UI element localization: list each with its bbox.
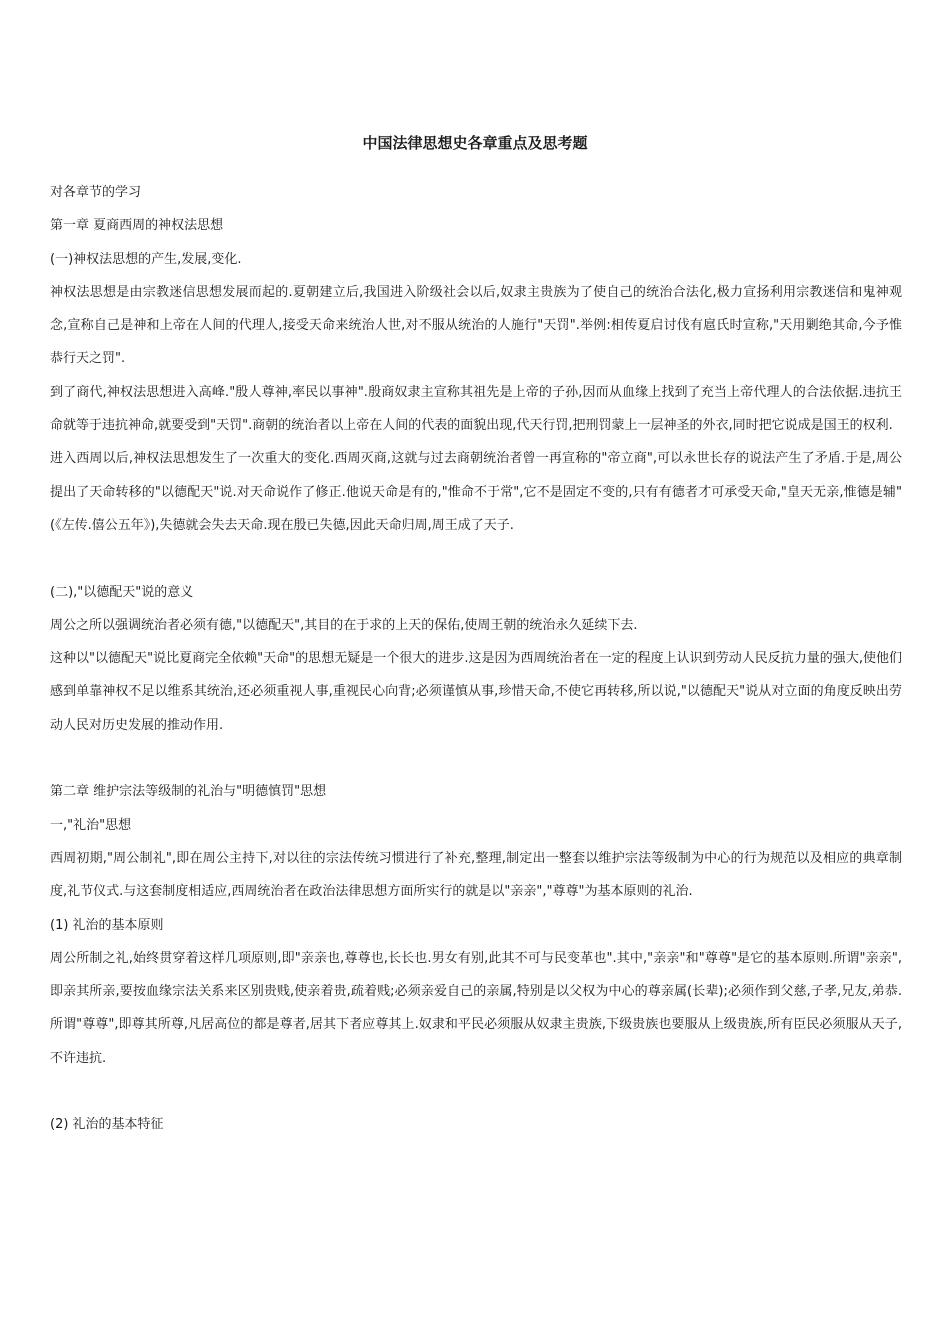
chapter2-subheading-1: 一,"礼治"思想	[50, 817, 132, 833]
chapter1-subheading-2: (二),"以德配天"说的意义	[50, 584, 194, 600]
section-spacer	[50, 542, 902, 575]
intro-line: 对各章节的学习	[50, 185, 142, 200]
chapter2-paragraph-1: 西周初期,"周公制礼",即在周公主持下,对以往的宗法传统习惯进行了补充,整理,制定出一整套以维护宗法等级制为中心的行为规范以及相应的典章制度,礼节仪式.与这套制度相适应,西周统治者在政治法律思想方面所实行的就是以"亲亲","尊尊"为基本原则的礼治.	[50, 850, 902, 900]
document-body	[50, 176, 902, 1142]
chapter2-paragraph-2: 周公所制之礼,始终贯穿着这样几项原则,即"亲亲也,尊尊也,长长也.男女有别,此其不可与民变革也".其中,"亲亲"和"尊尊"是它的基本原则.所谓"亲亲",即亲其所亲,要按血缘宗法关系来区别贵贱,使亲着贵,疏着贱;必须亲爱自己的亲属,特别是以父权为中心的尊亲属(长辈);必须作到父慈,子孝,兄友,弟恭.所谓"尊尊",即尊其所尊,凡居高位的都是尊者,居其下者应尊其上.奴隶和平民必须服从奴隶主贵族,下级贵族也要服从上级贵族,所有臣民必须服从天子,不许违抗.	[50, 950, 902, 1066]
chapter1-paragraph-3: 进入西周以后,神权法思想发生了一次重大的变化.西周灭商,这就与过去商朝统治者曾一再宣称的"帝立商",可以永世长存的说法产生了矛盾.于是,周公提出了天命转移的"以德配天"说.对天命说作了修正.他说天命是有的,"惟命不于常",它不是固定不变的,只有有德者才可承受天命,"皇天无亲,惟德是辅"(《左传.僖公五年》),失德就会失去天命.现在殷已失德,因此天命归周,周王成了天子.	[50, 451, 902, 533]
section-spacer	[50, 742, 902, 775]
section-spacer	[50, 1075, 902, 1108]
chapter1-paragraph-2: 到了商代,神权法思想进入高峰."殷人尊神,率民以事神".殷商奴隶主宣称其祖先是上帝的子孙,因而从血缘上找到了充当上帝代理人的合法依据.违抗王命就等于违抗神命,就要受到"天罚".商朝的统治者以上帝在人间的代表的面貌出现,代天行罚,把刑罚蒙上一层神圣的外衣,同时把它说成是国王的权利.	[50, 384, 902, 434]
chapter2-heading: 第二章 维护宗法等级制的礼治与"明德慎罚"思想	[50, 784, 327, 800]
chapter1-heading: 第一章 夏商西周的神权法思想	[50, 218, 224, 234]
chapter1-paragraph-5: 这种以"以德配天"说比夏商完全依赖"天命"的思想无疑是一个很大的进步.这是因为西周统治者在一定的程度上认识到劳动人民反抗力量的强大,使他们感到单靠神权不足以维系其统治,还必须重视人事,重视民心向背;必须谨慎从事,珍惜天命,不使它再转移,所以说,"以德配天"说从对立面的角度反映出劳动人民对历史发展的推动作用.	[50, 651, 902, 733]
chapter2-subheading-3: (2) 礼治的基本特征	[50, 1117, 164, 1133]
chapter2-subheading-2: (1) 礼治的基本原则	[50, 917, 164, 933]
chapter1-paragraph-1: 神权法思想是由宗教迷信思想发展而起的.夏朝建立后,我国进入阶级社会以后,奴隶主贵族为了使自己的统治合法化,极力宣扬利用宗教迷信和鬼神观念,宣称自己是神和上帝在人间的代理人,接受天命来统治人世,对不服从统治的人施行"天罚".举例:相传夏启讨伐有扈氏时宣称,"天用剿绝其命,今予惟恭行天之罚".	[50, 284, 902, 367]
document-title: 中国法律思想史各章重点及思考题	[362, 134, 588, 152]
chapter1-subheading-1: (一)神权法思想的产生,发展,变化.	[50, 251, 242, 267]
chapter1-paragraph-4: 周公之所以强调统治者必须有德,"以德配天",其目的在于求的上天的保佑,使周王朝的统治永久延续下去.	[50, 617, 638, 633]
